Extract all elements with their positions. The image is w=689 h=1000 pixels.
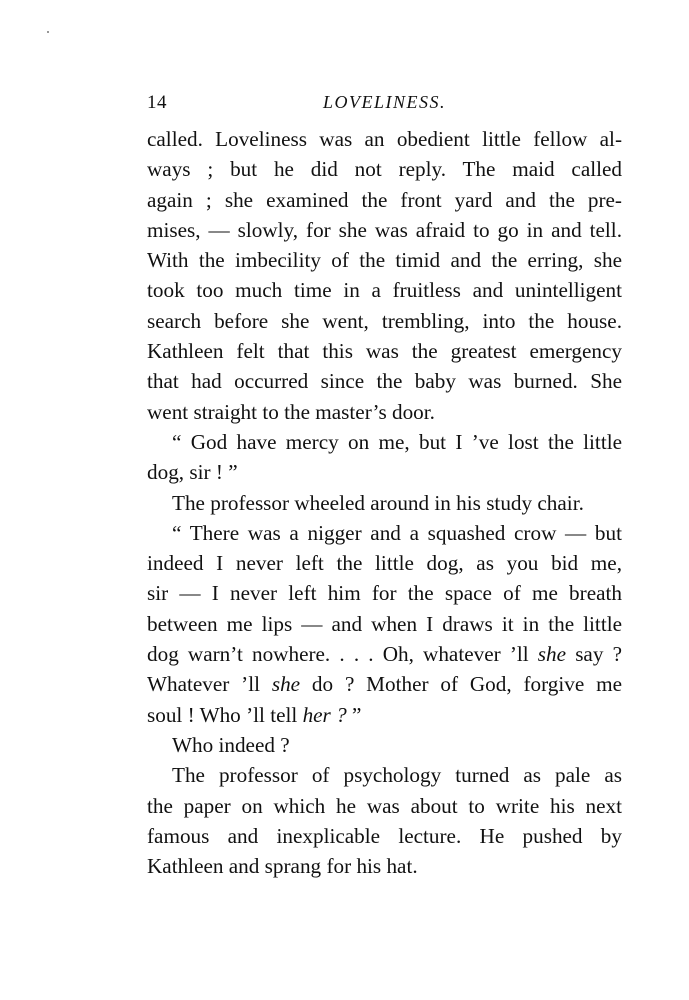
text-line — [147, 397, 622, 427]
italic-text: her ? — [302, 702, 347, 727]
text-segment: The professor wheeled around in his study chair. — [172, 490, 584, 515]
text-segment: ways ; but he did not reply. The maid called — [147, 157, 622, 182]
text-line — [147, 760, 622, 790]
text-segment: Whatever ’ll — [147, 672, 272, 697]
text-line — [147, 336, 622, 366]
text-segment: took too much time in a fruitless and unintelligent — [147, 278, 622, 303]
text-segment: dog warn’t nowhere. . . . Oh, whatever ’ll — [147, 642, 538, 667]
text-line — [147, 791, 622, 821]
text-line — [147, 518, 622, 548]
text-segment: “ God have mercy on me, but I ’ve lost the little — [172, 429, 622, 454]
text-segment: Who indeed ? — [172, 732, 290, 757]
page-number: 14 — [147, 92, 167, 113]
text-segment: famous and inexplicable lecture. He pushed by — [147, 823, 622, 848]
text-line — [147, 639, 622, 669]
text-segment: say ? — [566, 642, 622, 667]
text-line — [147, 488, 622, 518]
text-line — [147, 215, 622, 245]
text-line — [147, 275, 622, 305]
page-header — [147, 92, 622, 116]
text-segment: The professor of psychology turned as pale as — [172, 763, 622, 788]
text-line — [147, 548, 622, 578]
text-segment: indeed I never left the little dog, as you bid me, — [147, 551, 622, 576]
text-segment: called. Loveliness was an obedient little fellow al- — [147, 127, 622, 151]
text-line — [147, 457, 622, 487]
text-line — [147, 609, 622, 639]
text-line — [147, 245, 622, 275]
text-line — [147, 427, 622, 457]
text-segment: mises, — slowly, for she was afraid to go in and tell. — [147, 217, 622, 242]
text-line — [147, 306, 622, 336]
text-line — [147, 124, 622, 154]
text-segment: search before she went, trembling, into the house. — [147, 308, 622, 333]
text-segment: that had occurred since the baby was burned. She — [147, 369, 622, 394]
italic-text: she — [537, 642, 567, 667]
text-segment: “ There was a nigger and a squashed crow — but — [172, 520, 622, 545]
text-segment: soul ! Who ’ll tell — [147, 702, 303, 727]
text-segment: went straight to the master’s door. — [147, 399, 435, 424]
running-title: LOVELINESS. — [322, 92, 446, 112]
text-segment: do ? Mother of God, forgive me — [300, 672, 622, 697]
text-segment: ” — [346, 702, 362, 727]
text-line — [147, 821, 622, 851]
text-segment: Kathleen and sprang for his hat. — [147, 854, 418, 879]
text-segment: dog, sir ! ” — [147, 460, 238, 485]
text-segment: With the imbecility of the timid and the erring, she — [147, 248, 622, 273]
text-segment: Kathleen felt that this was the greatest emergency — [147, 339, 622, 364]
italic-text: she — [271, 672, 301, 697]
text-line — [147, 578, 622, 608]
paper-speck — [47, 31, 49, 33]
body-text — [147, 124, 622, 881]
text-line — [147, 851, 622, 881]
text-segment: the paper on which he was about to write his next — [147, 793, 622, 818]
text-line — [147, 154, 622, 184]
text-segment: sir — I never left him for the space of me breath — [147, 581, 622, 606]
text-segment: again ; she examined the front yard and the pre- — [147, 187, 622, 212]
text-line — [147, 185, 622, 215]
text-segment: between me lips — and when I draws it in the little — [147, 611, 622, 636]
text-line — [147, 730, 622, 760]
text-line — [147, 700, 622, 730]
text-line — [147, 669, 622, 699]
text-line — [147, 366, 622, 396]
